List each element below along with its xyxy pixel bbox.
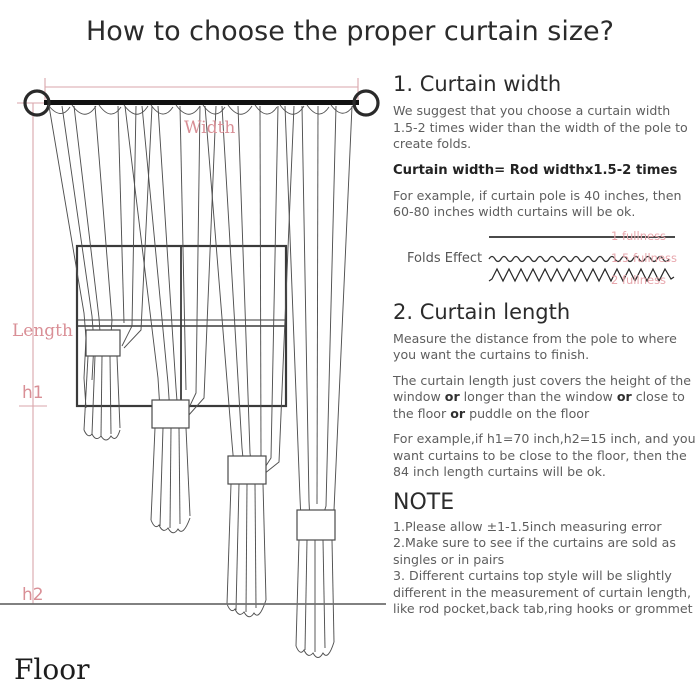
section-heading-note: NOTE [393,489,455,515]
clp2-or-3: or [450,405,466,421]
curtain-width-paragraph-1: We suggest that you choose a curtain width 1.5-2 times wider than the width of the pole to create folds. [393,103,688,151]
curtain-diagram [0,58,400,686]
tieback-band-1 [86,330,120,356]
clp2-pre: The curtain length just covers the height of the window [393,372,691,404]
curtain-panel-1 [49,106,152,440]
curtain-length-paragraph-2 [393,373,698,423]
clp2-or-2: or [616,389,632,404]
curtain-header-pleats [48,105,353,114]
curtain-length-paragraph-1: Measure the distance from the pole to where you want the curtains to finish. [393,330,677,362]
curtain-panel-4 [285,106,352,658]
curtain-panel-2 [125,106,216,533]
folds-effect-label: Folds Effect [407,250,483,266]
clp2-or-1: or [444,389,460,404]
floor-label: Floor [14,653,90,686]
curtain-length-paragraph-3: For example,if h1=70 inch,h2=15 inch, and you want curtains to be close to the floor, then the 84 inch length curtains will be ok. [393,431,696,479]
tieback-band-2 [152,400,189,428]
tieback-band-3 [228,456,266,484]
length-dimension [17,103,49,604]
note-item: 1.Please allow ±1-1.5inch measuring error [393,518,662,534]
length-dimension-label: Length [12,321,73,341]
note-item: 3. Different curtains top style will be slightly different in the measurement of curtain length, like rod pocket,back tab,ring hooks or grommet [393,568,693,616]
h2-dimension-label: h2 [22,585,44,605]
clp2-post: puddle on the floor [465,405,590,421]
fullness-label-1: 1 fullness [611,228,667,243]
h1-dimension-label: h1 [22,383,44,403]
instructions-column [393,72,698,618]
section-heading-curtain-width: 1. Curtain width [393,72,562,96]
note-list [393,519,698,618]
curtain-width-formula: Curtain width= Rod widthx1.5-2 times [393,162,678,178]
section-heading-curtain-length: 2. Curtain length [393,299,571,324]
width-dimension-label: Width [184,118,236,138]
page-title: How to choose the proper curtain size? [86,16,614,47]
clp2-mid-2: close to the floor [393,389,685,421]
curtain-width-paragraph-2: For example, if curtain pole is 40 inches, then 60-80 inches width curtains will be ok. [393,187,682,219]
width-dimension [45,78,358,103]
note-item: 2.Make sure to see if the curtains are sold as singles or in pairs [393,535,676,567]
clp2-mid-1: longer than the window [459,389,617,404]
fullness-label-2: 2 fullness [611,272,667,287]
curtain-diagram-svg [0,58,400,658]
fullness-label-15: 1.5 fullness [611,250,678,265]
tieback-band-4 [297,510,335,540]
curtain-panel-3 [205,106,294,617]
folds-effect-chart [393,228,698,290]
